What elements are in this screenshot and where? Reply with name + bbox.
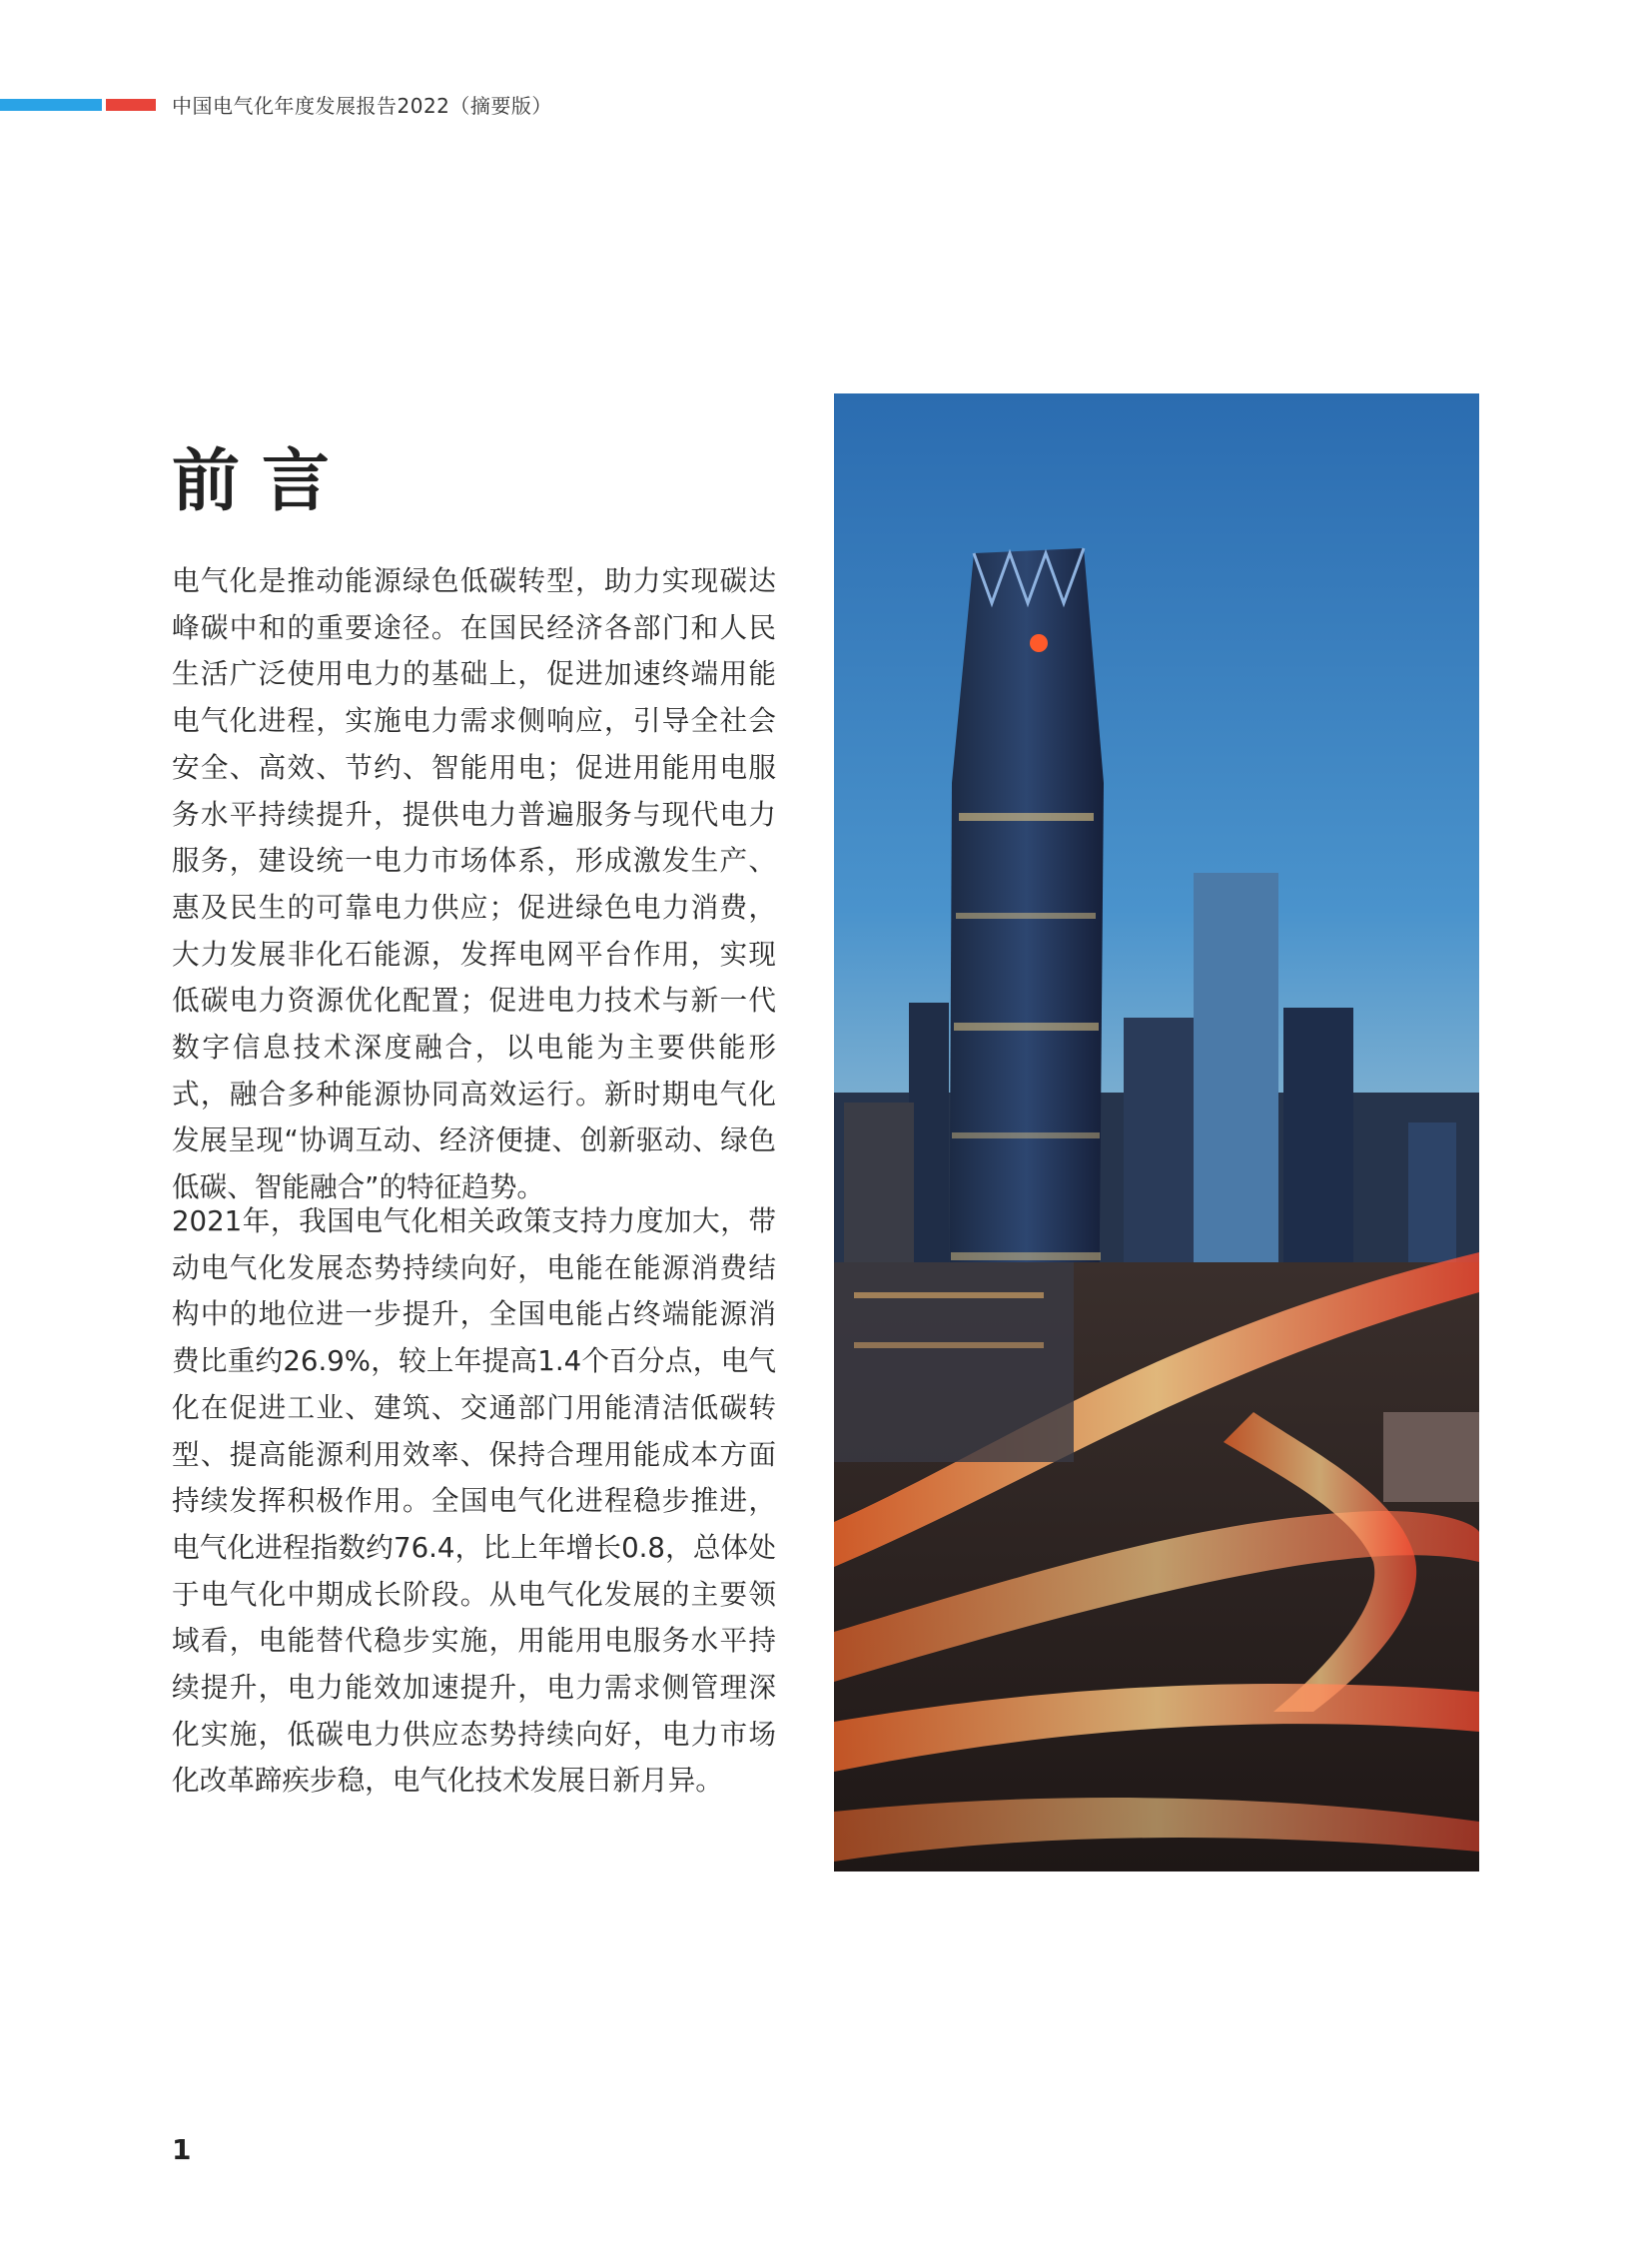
page-number: 1 [172, 2133, 192, 2166]
page-heading: 前言 [172, 442, 353, 521]
header-accent-bar-blue [0, 99, 102, 111]
header-accent-bar-red [106, 99, 156, 111]
city-night-photo [834, 393, 1479, 1871]
summary-paragraph: 2021年，我国电气化相关政策支持力度加大，带动电气化发展态势持续向好，电能在能源消费结构中的地位进一步提升，全国电能占终端能源消费比重约26.9%，较上年提高1.4个百分点，电气化在促进工业、建筑、交通部门用能清洁低碳转型、提高能源利用效率、保持合理用能成本方面持续发挥积极作用。全国电气化进程稳步推进，电气化进程指数约76.4，比上年增长0.8，总体处于电气化中期成长阶段。从电气化发展的主要领域看，电能替代稳步实施，用能用电服务水平持续提升，电力能效加速提升，电力需求侧管理深化实施，低碳电力供应态势持续向好，电力市场化改革蹄疾步稳，电气化技术发展日新月异。 [172, 1204, 776, 1798]
report-title: 中国电气化年度发展报告2022（摘要版） [172, 94, 552, 118]
intro-paragraph: 电气化是推动能源绿色低碳转型，助力实现碳达峰碳中和的重要途径。在国民经济各部门和人民生活广泛使用电力的基础上，促进加速终端用能电气化进程，实施电力需求侧响应，引导全社会安全、高效、节约、智能用电；促进用能用电服务水平持续提升，提供电力普遍服务与现代电力服务，建设统一电力市场体系，形成激发生产、惠及民生的可靠电力供应；促进绿色电力消费，大力发展非化石能源，发挥电网平台作用，实现低碳电力资源优化配置；促进电力技术与新一代数字信息技术深度融合，以电能为主要供能形式，融合多种能源协同高效运行。新时期电气化发展呈现“协调互动、经济便捷、创新驱动、绿色低碳、智能融合”的特征趋势。 [172, 564, 776, 1204]
city-skyline-illustration [834, 393, 1479, 1871]
